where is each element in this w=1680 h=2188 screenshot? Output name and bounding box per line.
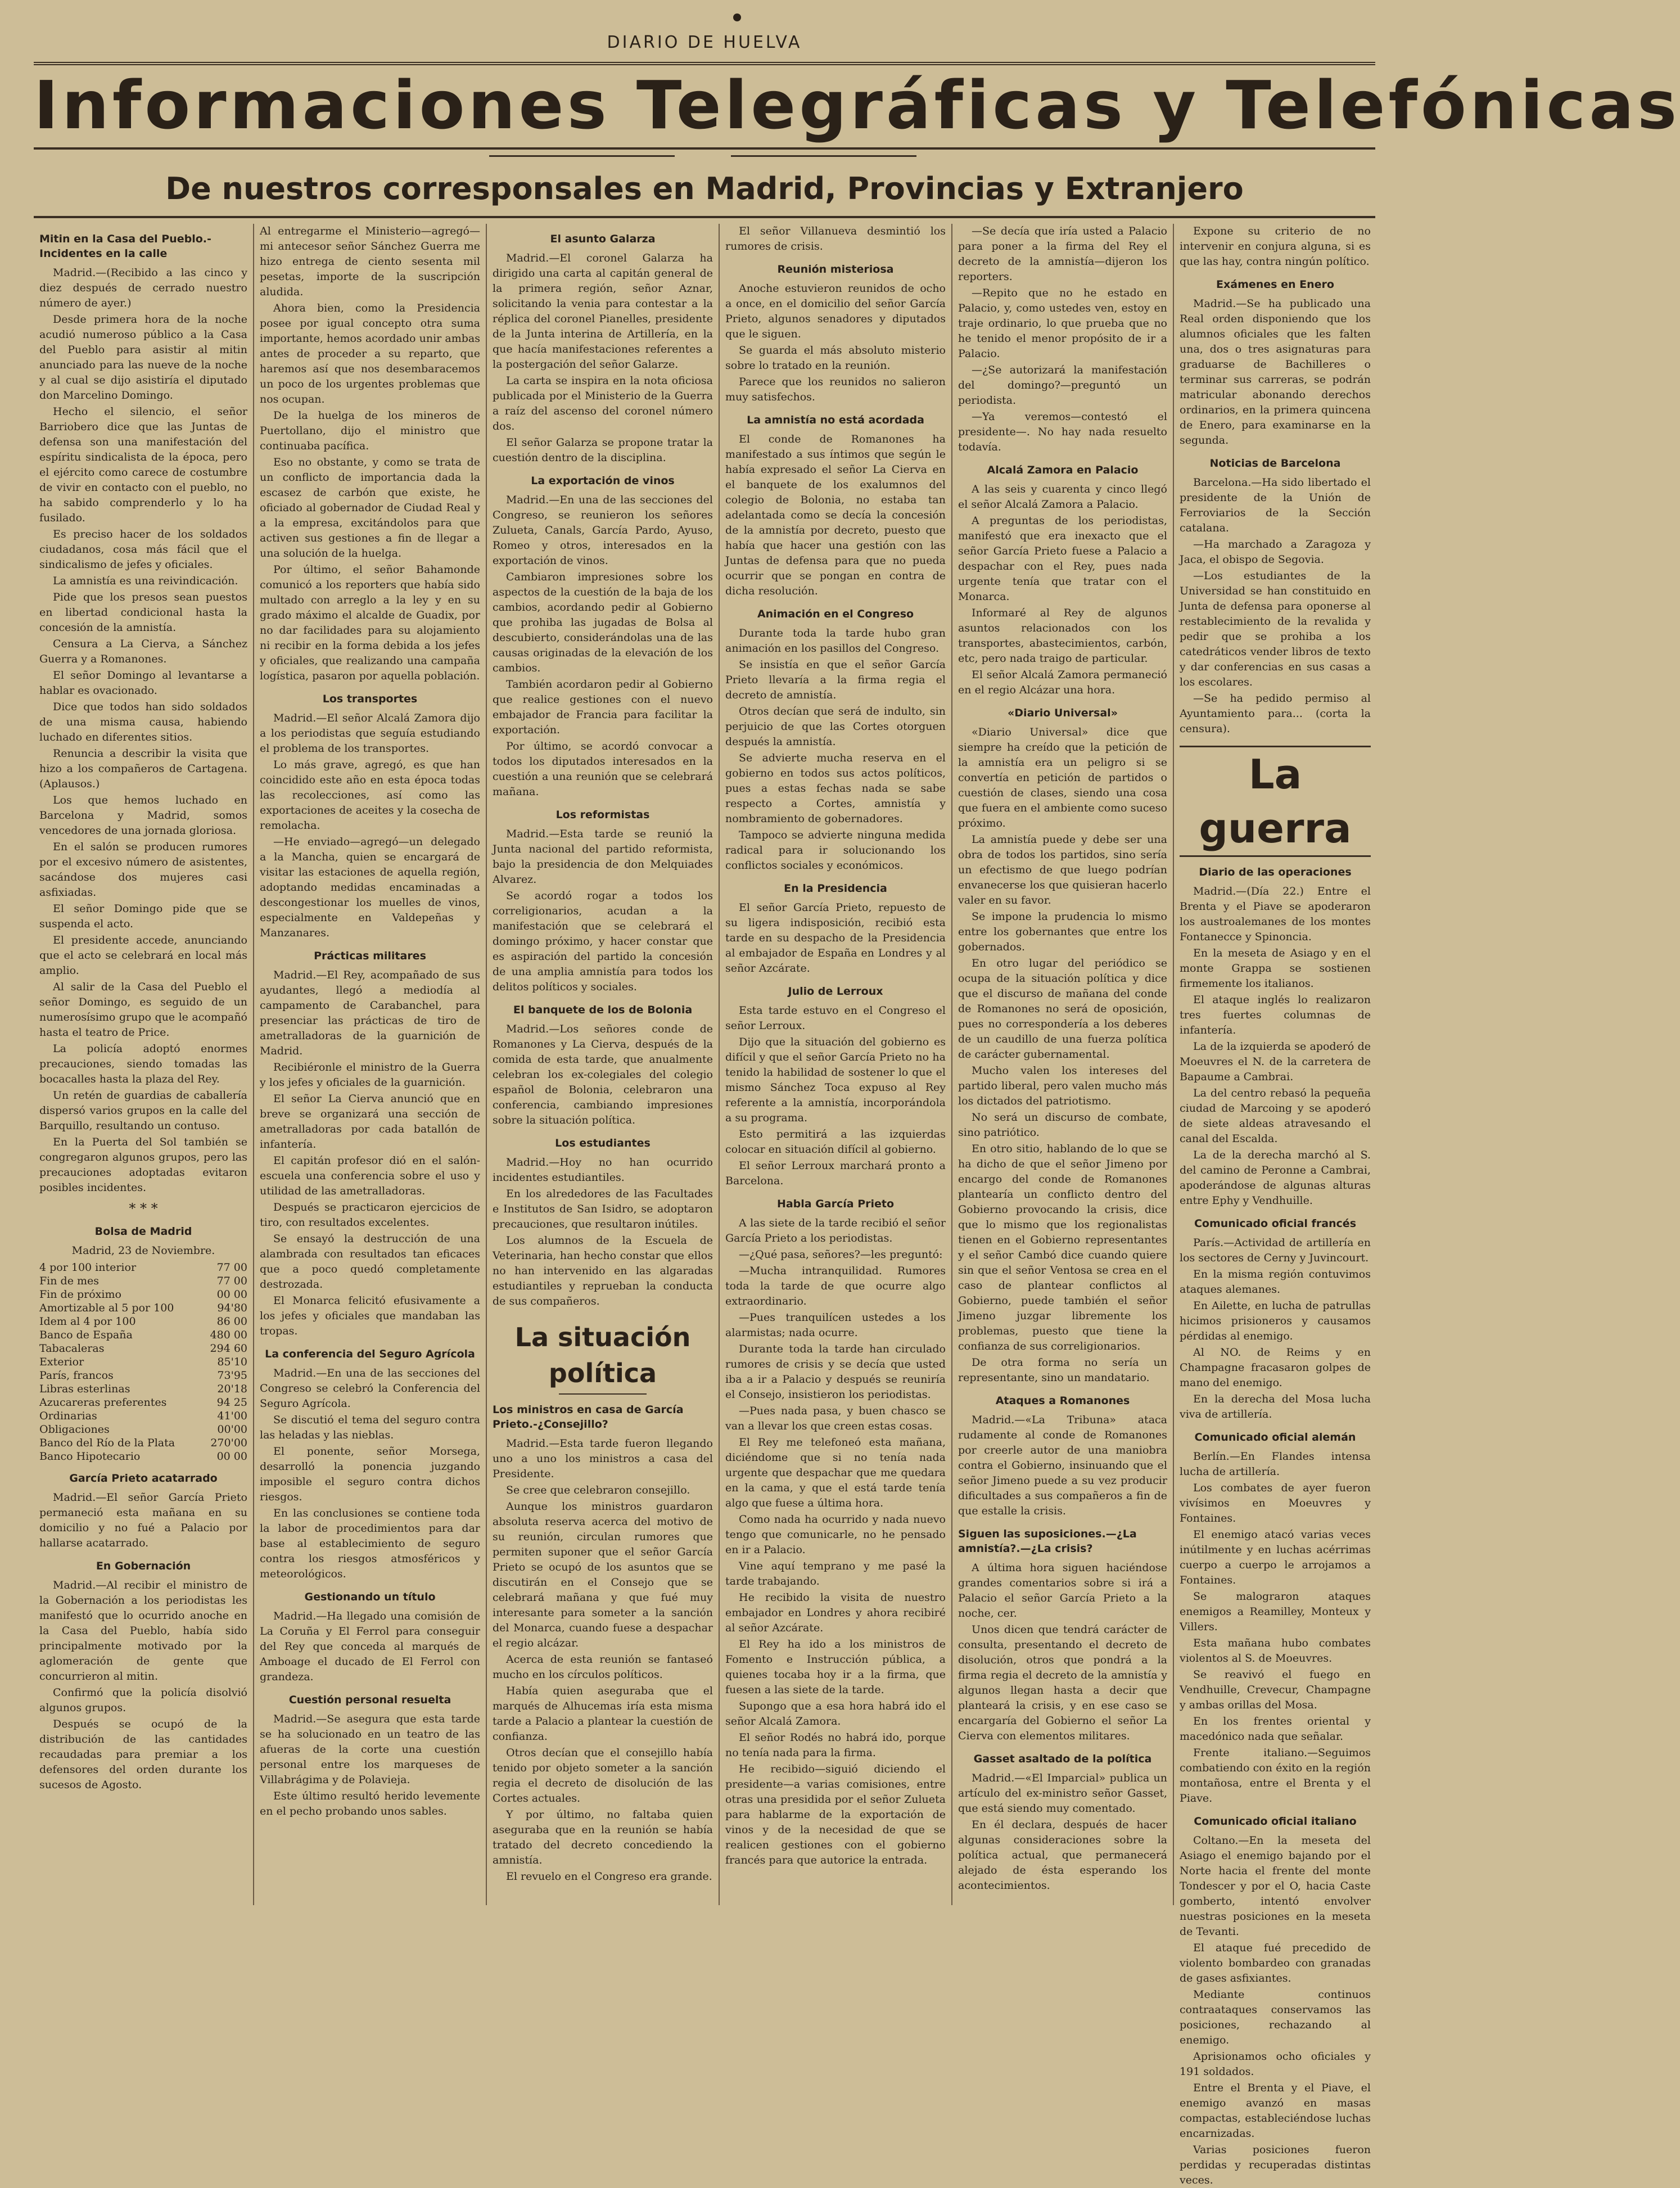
ornament-bar-left — [489, 155, 675, 157]
paragraph: En la Puerta del Sol también se congregaron algunos grupos, pero las precauciones adoptadas evitaron posibles incidentes. — [39, 1136, 247, 1194]
bolsa-label: Obligaciones — [39, 1423, 110, 1436]
paragraph: Eso no obstante, y como se trata de un conflicto de importancia dada la escasez de carbón que existe, he oficiado al gobernador de Ciudad Real y a la empresa, excitándolos para que activen sus gestiones a fin de llegar a una solución de la huelga. — [260, 456, 480, 560]
paragraph: Esta mañana hubo combates violentos al S. de Moeuvres. — [1180, 1637, 1371, 1664]
bolsa-label: Banco de España — [39, 1329, 133, 1341]
bolsa-row — [39, 1382, 247, 1396]
article-title: Comunicado oficial alemán — [1194, 1431, 1356, 1443]
bolsa-label: Exterior — [39, 1356, 84, 1368]
article-title: En Gobernación — [96, 1560, 191, 1572]
bolsa-label: Fin de próximo — [39, 1288, 121, 1301]
paragraph: El ataque fué precedido de violento bombardeo con granadas de gases asfixiantes. — [1180, 1942, 1371, 1984]
bolsa-label: Idem al 4 por 100 — [39, 1315, 136, 1328]
paragraph: Pide que los presos sean puestos en libertad condicional hasta la concesión de la amnistía. — [39, 591, 247, 634]
paragraph: —Pues nada pasa, y buen chasco se van a llevar los que creen estas cosas. — [725, 1405, 946, 1432]
paragraph: El revuelo en el Congreso era grande. — [506, 1870, 712, 1883]
bolsa-row — [39, 1274, 247, 1288]
bolsa-row — [39, 1328, 247, 1342]
article-title: Exámenes en Enero — [1216, 278, 1334, 291]
paragraph: Mucho valen los intereses del partido liberal, pero valen mucho más los dictados del patriotismo. — [958, 1064, 1167, 1107]
paragraph: Al NO. de Reims y en Champagne fracasaron golpes de mano del enemigo. — [1180, 1346, 1371, 1389]
article-title: Los reformistas — [556, 809, 650, 821]
paragraph: Durante toda la tarde han circulado rumores de crisis y se decía que usted iba a ir a Palacio y después se reuniría el Consejo, insistieron los periodistas. — [725, 1343, 946, 1401]
paragraph: No será un discurso de combate, sino patriótico. — [958, 1111, 1167, 1139]
paragraph: —¿Qué pasa, señores?—les preguntó: — [739, 1248, 943, 1261]
paragraph: Se guarda el más absoluto misterio sobre lo tratado en la reunión. — [725, 344, 946, 372]
paragraph: —Mucha intranquilidad. Rumores toda la tarde de que ocurre algo extraordinario. — [725, 1265, 946, 1307]
article-title: Los estudiantes — [555, 1137, 651, 1149]
article-title: Ataques a Romanones — [995, 1395, 1130, 1407]
paragraph: Madrid.—Hoy no han ocurrido incidentes estudiantiles. — [493, 1156, 713, 1184]
bolsa-row — [39, 1436, 247, 1450]
article-title: Los transportes — [322, 693, 418, 705]
paragraph: El Rey me telefoneó esta mañana, diciéndome que si no tenía nada urgente que despachar que me quedara en la cama, y que el está tarde tenía algo que fuese a última hora. — [725, 1436, 946, 1509]
article-title: Comunicado oficial italiano — [1194, 1815, 1357, 1828]
article-title: Los ministros en casa de García Prieto.-¿Consejillo? — [493, 1404, 684, 1431]
paragraph: Madrid.—El señor García Prieto permaneció esta mañana en su domicilio y no fué a Palacio por hallarse acatarrado. — [39, 1491, 247, 1549]
paragraph: Dijo que la situación del gobierno es difícil y que el señor García Prieto no ha tenido la habilidad de sostener lo que el mismo Sánchez Toca expuso al Rey referente a la amnistía, incorporándola a su programa. — [725, 1036, 946, 1124]
paragraph: Al salir de la Casa del Pueblo el señor Domingo, es seguido de un numerosísimo grupo que le acompañó hasta el teatro de Price. — [39, 981, 247, 1039]
paragraph: El Rey ha ido a los ministros de Fomento e Instrucción pública, a quienes tocaba hoy ir a la firma, que fuesen a las siete de la tarde. — [725, 1638, 946, 1696]
paragraph: En él declara, después de hacer algunas consideraciones sobre la política actual, que permanecerá alejado de ésta esperando los acontecimientos. — [958, 1819, 1167, 1892]
bolsa-label: París, francos — [39, 1369, 114, 1382]
paragraph: Por último, el señor Bahamonde comunicó a los reporters que había sido multado con arreglo a la ley y en su grado máximo el alcalde de Guadix, por no dar facilidades para su alojamiento ni recibir en la forma debida a los jefes y oficiales, que realizando una campaña logística, pasaron por aquella población. — [260, 563, 480, 682]
section-headline: La situación política — [514, 1322, 691, 1388]
bolsa-row — [39, 1369, 247, 1382]
bolsa-value: 20'18 — [217, 1383, 247, 1395]
paragraph: Durante toda la tarde hubo gran animación en los pasillos del Congreso. — [725, 627, 946, 655]
paragraph: Madrid.—Al recibir el ministro de la Gobernación a los periodistas les manifestó que lo ocurrido anoche en la Casa del Pueblo, había sido principalmente motivado por la aglomeración de gente que concurrieron al mitin. — [39, 1579, 247, 1682]
main-headline: Informaciones Telegráficas y Telefónicas — [34, 63, 1375, 150]
paragraph: El enemigo atacó varias veces inútilmente y en luchas acérrimas cuerpo a cuerpo le arrojamos a Fontaines. — [1180, 1528, 1371, 1586]
paragraph: Este último resultó herido levemente en el pecho probando unos sables. — [260, 1790, 480, 1817]
article-title: Julio de Lerroux — [788, 985, 883, 998]
paragraph: Expone su criterio de no intervenir en conjura alguna, si es que las hay, contra ningún político. — [1180, 225, 1371, 268]
article-title: En la Presidencia — [784, 882, 887, 895]
paragraph: —Ha marchado a Zaragoza y Jaca, el obispo de Segovia. — [1180, 538, 1371, 566]
article-title: Cuestión personal resuelta — [288, 1694, 451, 1706]
paragraph: En la misma región contuvimos ataques alemanes. — [1180, 1268, 1371, 1296]
paragraph: Mediante continuos contraataques conservamos las posiciones, rechazando al enemigo. — [1180, 1988, 1371, 2046]
bolsa-value: 41'00 — [217, 1410, 247, 1422]
paragraph: El señor Domingo al levantarse a hablar es ovacionado. — [39, 669, 247, 697]
newspaper-name: DIARIO DE HUELVA — [607, 33, 802, 52]
paragraph: Madrid.—(Recibido a las cinco y diez después de cerrado nuestro número de ayer.) — [39, 267, 247, 309]
paragraph: He recibido—siguió diciendo el presidente—a varias comisiones, entre otras una presidida por el señor Zulueta para hablarme de la exportación de vinos y de la necesidad de que se realicen gestiones con el gobierno francés para que autorice la entrada. — [725, 1763, 946, 1866]
bolsa-row — [39, 1301, 247, 1315]
paragraph: En Ailette, en lucha de patrullas hicimos prisioneros y causamos pérdidas al enemigo. — [1180, 1300, 1371, 1342]
paragraph: —Repito que no he estado en Palacio, y, como ustedes ven, estoy en traje ordinario, lo que prueba que no he tenido el menor propósito de ir a Palacio. — [958, 287, 1167, 360]
article-title: El asunto Galarza — [550, 233, 656, 245]
paragraph: He recibido la visita de nuestro embajador en Londres y ahora recibiré al señor Azcárate. — [725, 1591, 946, 1634]
paragraph: Madrid.—«El Imparcial» publica un artículo del ex-ministro señor Gasset, que está siendo muy comentado. — [958, 1772, 1167, 1815]
paragraph: Renuncia a describir la visita que hizo a los compañeros de Cartagena. (Aplausos.) — [39, 747, 247, 790]
article-title: Mitin en la Casa del Pueblo.-Incidentes en la calle — [39, 233, 211, 260]
article-title: La amnistía no está acordada — [747, 414, 924, 426]
paragraph: Se advierte mucha reserva en el gobierno en todos sus actos políticos, pues a estas fechas nada se sabe respecto a Cortes, amnistía y nombramiento de gobernadores. — [725, 752, 946, 825]
paragraph: De otra forma no sería un representante, sino un mandatario. — [958, 1356, 1167, 1384]
paragraph: Los alumnos de la Escuela de Veterinaria, han hecho constar que ellos no han intervenido en las algaradas estudiantiles y reprueban la conducta de sus compañeros. — [493, 1234, 713, 1307]
paragraph: Madrid.—Esta tarde se reunió la Junta nacional del partido reformista, bajo la presidencia de don Melquiades Alvarez. — [493, 828, 713, 886]
paragraph: En otro sitio, hablando de lo que se ha dicho de que el señor Jimeno por encargo del conde de Romanones plantearía un conflicto dentro del Gobierno provocando la crisis, dice que lo mismo que los regionalistas tienen en el Gobierno representantes y el señor Cambó dice cuando quiere sin que el señor Ventosa se crea en el caso de plantear conflictos al Gobierno, puede también el señor Jimeno juzgar libremente los problemas, puesto que tiene la confianza de sus correligionarios. — [958, 1143, 1167, 1352]
bolsa-value: 480 00 — [210, 1329, 247, 1341]
ornament-bar-right — [731, 155, 916, 157]
section-divider: * * * — [129, 1201, 158, 1216]
paragraph: El ponente, señor Morsega, desarrolló la ponencia juzgando imposible el seguro contra dichos riesgos. — [260, 1445, 480, 1503]
bolsa-row — [39, 1342, 247, 1355]
bolsa-value: 86 00 — [216, 1315, 247, 1328]
paragraph: Madrid.—Se asegura que esta tarde se ha solucionado en un teatro de las afueras de la corte una cuestión personal entre los marqueses de Villabrágima y de Polavieja. — [260, 1713, 480, 1786]
paragraph: Parece que los reunidos no salieron muy satisfechos. — [725, 376, 946, 403]
article-title: Noticias de Barcelona — [1209, 457, 1341, 470]
paragraph: Madrid.—Esta tarde fueron llegando uno a uno los ministros a casa del Presidente. — [493, 1437, 713, 1480]
paragraph: La del centro rebasó la pequeña ciudad de Marcoing y se apoderó de siete aldeas atravesando el canal del Escalda. — [1180, 1087, 1371, 1145]
paragraph: Vine aquí temprano y me pasé la tarde trabajando. — [725, 1560, 946, 1587]
paragraph: Por último, se acordó convocar a todos los diputados interesados en la cuestión a una reunión que se celebrará mañana. — [493, 740, 713, 798]
paragraph: Confirmó que la policía disolvió algunos grupos. — [39, 1686, 247, 1714]
section-rule — [559, 1393, 647, 1395]
paragraph: El Monarca felicitó efusivamente a los jefes y oficiales que mandaban las tropas. — [260, 1294, 480, 1337]
bolsa-date: Madrid, 23 de Noviembre. — [71, 1244, 215, 1257]
header-rule — [34, 216, 1375, 218]
paragraph: Los que hemos luchado en Barcelona y Madrid, somos vencedores de una jornada gloriosa. — [39, 794, 247, 837]
bolsa-row — [39, 1450, 247, 1463]
bolsa-value: 94 25 — [216, 1396, 247, 1409]
paragraph: La de la derecha marchó al S. del camino de Peronne a Cambrai, apoderándose de algunas alturas entre Ephy y Vendhuille. — [1180, 1149, 1371, 1207]
paragraph: El señor Domingo pide que se suspenda el acto. — [39, 903, 247, 930]
paragraph: —Se decía que iría usted a Palacio para poner a la firma del Rey el decreto de la amnistía—dijeron los reporters. — [958, 225, 1167, 283]
bolsa-row — [39, 1288, 247, 1301]
paragraph: De la huelga de los mineros de Puertollano, dijo el ministro que continuaba pacífica. — [260, 409, 480, 452]
paragraph: Y por último, no faltaba quien aseguraba que en la reunión se había tratado del decreto concediendo la amnistía. — [493, 1808, 713, 1866]
paragraph: A las seis y cuarenta y cinco llegó el señor Alcalá Zamora a Palacio. — [958, 483, 1167, 511]
bolsa-table — [39, 1261, 247, 1463]
bolsa-title: Bolsa de Madrid — [94, 1225, 192, 1238]
bolsa-value: 270'00 — [210, 1437, 247, 1449]
paragraph: —Ya veremos—contestó el presidente—. No hay nada resuelto todavía. — [958, 410, 1167, 453]
paragraph: Recibiéronle el ministro de la Guerra y los jefes y oficiales de la guarnición. — [260, 1061, 480, 1089]
bolsa-row — [39, 1423, 247, 1436]
paragraph: El ataque inglés lo realizaron tres fuertes columnas de infantería. — [1180, 994, 1371, 1036]
bolsa-row — [39, 1355, 247, 1369]
article-title: Gasset asaltado de la política — [973, 1753, 1152, 1765]
column-rule — [951, 224, 952, 1905]
paragraph: Acerca de esta reunión se fantaseó mucho en los círculos políticos. — [493, 1653, 713, 1681]
paragraph: El señor La Cierva anunció que en breve se organizará una sección de ametralladoras por cada batallón de infantería. — [260, 1093, 480, 1151]
paragraph: A las siete de la tarde recibió el señor García Prieto a los periodistas. — [725, 1217, 946, 1244]
article-title: Comunicado oficial francés — [1194, 1217, 1356, 1230]
article-title: Animación en el Congreso — [757, 608, 914, 620]
paragraph: Ahora bien, como la Presidencia posee por igual concepto otra suma importante, hemos acordado unir ambas antes de proceder a su reparto, que haremos así que nos desembaracemos un poco de los urgentes problemas que nos ocupan. — [260, 302, 480, 405]
bolsa-label: Ordinarias — [39, 1410, 97, 1422]
paragraph: Lo más grave, agregó, es que han coincidido este año en esta época todas las recolecciones, así como las exportaciones de aceites y la cosecha de remolacha. — [260, 759, 480, 832]
paragraph: Un retén de guardias de caballería dispersó varios grupos en la calle del Barquillo, resultando un contuso. — [39, 1089, 247, 1132]
paragraph: Madrid.—El coronel Galarza ha dirigido una carta al capitán general de la primera región, señor Aznar, solicitando la venia para contestar a la réplica del coronel Pianelles, presidente de la Junta interina de Artillería, en la que hacía manifestaciones referentes a la postergación del señor Galarze. — [493, 252, 713, 371]
war-section-headline: La guerra — [1180, 746, 1371, 857]
paragraph: Había quien aseguraba que el marqués de Alhucemas iría esta misma tarde a Palacio a plantear la cuestión de confianza. — [493, 1685, 713, 1743]
bolsa-label: Libras esterlinas — [39, 1383, 130, 1395]
paragraph: Coltano.—En la meseta del Asiago el enemigo bajando por el Norte hacia el frente del monte Tondescer y por el O, hacia Caste gomberto, intentó envolver nuestras posiciones en la meseta de Tevanti. — [1180, 1834, 1371, 1938]
paragraph: El señor Alcalá Zamora permaneció en el regio Alcázar una hora. — [958, 669, 1167, 696]
paragraph: Se insistía en que el señor García Prieto llevaría a la firma regia el decreto de amnistía. — [725, 658, 946, 701]
article-title: El banquete de los de Bolonia — [513, 1004, 693, 1016]
paragraph: Aprisionamos ocho oficiales y 191 soldados. — [1180, 2050, 1371, 2078]
paragraph: Madrid.—Ha llegado una comisión de La Coruña y El Ferrol para conseguir del Rey que conceda al marqués de Amboage el ducado de El Ferrol con grandeza. — [260, 1610, 480, 1683]
paragraph: En los alrededores de las Facultades e Institutos de San Isidro, se adoptaron precauciones, que resultaron inútiles. — [493, 1188, 713, 1230]
bolsa-label: Banco Hipotecario — [39, 1450, 141, 1463]
masthead — [34, 11, 1375, 65]
paragraph: Al entregarme el Ministerio—agregó—mi antecesor señor Sánchez Guerra me hizo entrega de ciento sesenta mil pesetas, importe de la suscripción aludida. — [260, 225, 480, 298]
bolsa-label: Azucareras preferentes — [39, 1396, 167, 1409]
paragraph: Se cree que celebraron consejillo. — [506, 1484, 690, 1496]
paragraph: Barcelona.—Ha sido libertado el presidente de la Unión de Ferroviarios de la Sección catalana. — [1180, 476, 1371, 534]
headline-ornament — [489, 153, 916, 159]
bolsa-row — [39, 1396, 247, 1409]
paragraph: Es preciso hacer de los soldados ciudadanos, cosa más fácil que el sindicalismo de jefes y oficiales. — [39, 528, 247, 571]
paragraph: En el salón se producen rumores por el excesivo número de asistentes, sacándose dos mujeres casi asfixiadas. — [39, 841, 247, 899]
paragraph: —¿Se autorizará la manifestación del domingo?—preguntó un periodista. — [958, 364, 1167, 407]
paragraph: París.—Actividad de artillería en los sectores de Cerny y Juvincourt. — [1180, 1237, 1371, 1264]
paragraph: Después se practicaron ejercicios de tiro, con resultados excelentes. — [260, 1201, 480, 1229]
subheadline: De nuestros corresponsales en Madrid, Provincias y Extranjero — [165, 171, 1244, 206]
paragraph: También acordaron pedir al Gobierno que realice gestiones con el nuevo embajador de Francia para facilitar la exportación. — [493, 678, 713, 736]
paragraph: Madrid.—Se ha publicado una Real orden disponiendo que los alumnos oficiales que les falten una, dos o tres asignaturas para graduarse de Bachilleres o terminar sus carreras, se podrán matricular abonando derechos ordinarios, en la primera quincena de Enero, para examinarse en la segunda. — [1180, 297, 1371, 446]
paragraph: Esta tarde estuvo en el Congreso el señor Lerroux. — [725, 1004, 946, 1032]
bolsa-label: Amortizable al 5 por 100 — [39, 1302, 174, 1314]
paragraph: Madrid.—En una de las secciones del Congreso se celebró la Conferencia del Seguro Agrícola. — [260, 1367, 480, 1410]
paragraph: El señor Galarza se propone tratar la cuestión dentro de la disciplina. — [493, 436, 713, 464]
article-title: Habla García Prieto — [776, 1198, 895, 1210]
article-title: Gestionando un título — [304, 1591, 436, 1603]
column-4 — [725, 224, 946, 1905]
paragraph: En la derecha del Mosa lucha viva de artillería. — [1180, 1393, 1371, 1420]
paragraph: Otros decían que el consejillo había tenido por objeto someter a la sanción regia el decreto de disolución de las Cortes actuales. — [493, 1747, 713, 1804]
article-title: García Prieto acatarrado — [69, 1472, 218, 1485]
paragraph: Otros decían que será de indulto, sin perjuicio de que las Cortes otorguen después la amnistía. — [725, 705, 946, 748]
paragraph: El conde de Romanones ha manifestado a sus íntimos que según le había expresado el señor La Cierva en el banquete de los exalumnos del colegio de Bolonia, no estaba tan adelantada como se decía la concesión de la amnistía por decreto, puesto que había que hacer una gestión con las Juntas de defensa para que no pueda ocurrir que se pongan en contra de dicha resolución. — [725, 433, 946, 597]
paragraph: El capitán profesor dió en el salón-escuela una conferencia sobre el uso y utilidad de las ametralladoras. — [260, 1154, 480, 1197]
paragraph: —Se ha pedido permiso al Ayuntamiento para... (corta la censura). — [1180, 692, 1371, 735]
bolsa-value: 77 00 — [216, 1261, 247, 1274]
paragraph: Anoche estuvieron reunidos de ocho a once, en el domicilio del señor García Prieto, algunos senadores y diputados que le siguen. — [725, 282, 946, 340]
article-title: Reunión misteriosa — [777, 263, 894, 276]
paragraph: A preguntas de los periodistas, manifestó que era inexacto que el señor García Prieto fuese a Palacio a despachar con el Rey, pues nada urgente tenía que tratar con el Monarca. — [958, 515, 1167, 603]
masthead-ornament — [733, 13, 741, 21]
paragraph: —He enviado—agregó—un delegado a la Mancha, quien se encargará de visitar las estaciones de aquella región, adoptando medidas encaminadas a descongestionar los muelles de vinos, especialmente en Valdepeñas y Manzanares. — [260, 836, 480, 939]
bolsa-row — [39, 1261, 247, 1274]
article-title: «Diario Universal» — [1008, 707, 1118, 719]
paragraph: Supongo que a esa hora habrá ido el señor Alcalá Zamora. — [725, 1700, 946, 1727]
paragraph: Se impone la prudencia lo mismo entre los gobernantes que entre los gobernados. — [958, 910, 1167, 953]
paragraph: Los combates de ayer fueron vivísimos en Moeuvres y Fontaines. — [1180, 1482, 1371, 1524]
paragraph: Esto permitirá a las izquierdas colocar en situación difícil al gobierno. — [725, 1128, 946, 1156]
paragraph: La de la izquierda se apoderó de Moeuvres el N. de la carretera de Bapaume a Cambrai. — [1180, 1040, 1371, 1083]
article-title: Diario de las operaciones — [1199, 866, 1352, 878]
paragraph: En las conclusiones se contiene toda la labor de procedimientos para dar base al establecimiento de seguro contra los riesgos atmosféricos y meteorológicos. — [260, 1507, 480, 1580]
column-rule — [253, 224, 254, 1905]
paragraph: Hecho el silencio, el señor Barriobero dice que las Juntas de defensa son una manifestación del espíritu sindicalista de la época, pero el ejército como carece de costumbre de vivir en contacto con el pueblo, no ha sabido comprenderlo y lo ha fusilado. — [39, 405, 247, 524]
paragraph: Madrid.—Los señores conde de Romanones y La Cierva, después de la comida de esta tarde, que anualmente celebran los ex-colegiales del colegio español de Bolonia, celebraron una conferencia, cambiando impresiones sobre la situación política. — [493, 1023, 713, 1126]
bolsa-row — [39, 1315, 247, 1328]
paragraph: Varias posiciones fueron perdidas y recuperadas distintas veces. — [1180, 2144, 1371, 2186]
bolsa-value: 00'00 — [217, 1423, 247, 1436]
paragraph: La carta se inspira en la nota oficiosa publicada por el Ministerio de la Guerra a raíz del ascenso del coronel número dos. — [493, 375, 713, 432]
bolsa-row — [39, 1409, 247, 1423]
paragraph: Se discutió el tema del seguro contra las heladas y las nieblas. — [260, 1414, 480, 1441]
paragraph: Berlín.—En Flandes intensa lucha de artillería. — [1180, 1450, 1371, 1478]
paragraph: Madrid.—(Día 22.) Entre el Brenta y el Piave se apoderaron los austroalemanes de los montes Fontanecce y Spinoncia. — [1180, 885, 1371, 943]
bolsa-value: 00 00 — [216, 1450, 247, 1463]
paragraph: En otro lugar del periódico se ocupa de la situación política y dice que el discurso de mañana del conde de Romanones no será de oposición, pues no correspondería a los deberes de un caudillo de una fuerza política de carácter gubernamental. — [958, 957, 1167, 1061]
paragraph: Dice que todos han sido soldados de una misma causa, habiendo luchado en diferentes sitios. — [39, 701, 247, 743]
article-title: Prácticas militares — [314, 950, 426, 962]
paragraph: La amnistía es una reivindicación. — [53, 575, 238, 587]
column-2 — [260, 224, 480, 1905]
paragraph: Frente italiano.—Seguimos combatiendo con éxito en la región montañosa, entre el Brenta y el Piave. — [1180, 1747, 1371, 1804]
paragraph: La amnistía puede y debe ser una obra de todos los partidos, sino sería un efectismo de que luego podrían envanecerse los que quisieran hacerlo valer en su favor. — [958, 833, 1167, 906]
paragraph: A última hora siguen haciéndose grandes comentarios sobre si irá a Palacio el señor García Prieto a la noche, cer. — [958, 1562, 1167, 1619]
bolsa-value: 94'80 — [217, 1302, 247, 1314]
paragraph: Madrid.—El Rey, acompañado de sus ayudantes, llegó a mediodía al campamento de Carabanchel, para presenciar las prácticas de tiro de ametralladoras de la guarnición de Madrid. — [260, 969, 480, 1057]
paragraph: Entre el Brenta y el Piave, el enemigo avanzó en masas compactas, estableciéndose luchas encarnizadas. — [1180, 2082, 1371, 2140]
paragraph: Informaré al Rey de algunos asuntos relacionados con los transportes, abastecimientos, carbón, etc, pero nada traigo de particular. — [958, 607, 1167, 665]
paragraph: El señor Lerroux marchará pronto a Barcelona. — [725, 1160, 946, 1187]
column-1 — [39, 224, 247, 1905]
paragraph: Tampoco se advierte ninguna medida radical para ir solucionando los conflictos sociales y económicos. — [725, 829, 946, 872]
paragraph: El señor Villanueva desmintió los rumores de crisis. — [725, 225, 946, 252]
paragraph: Unos dicen que tendrá carácter de consulta, presentando el decreto de disolución, otros que pondrá a la firma regia el decreto de la amnistía y algunos llegan hasta a decir que planteará la crisis, y en ese caso se encargaría del Gobierno el señor La Cierva con elementos militares. — [958, 1623, 1167, 1742]
paragraph: —Los estudiantes de la Universidad se han constituido en Junta de defensa para oponerse al restablecimiento de la revalida y pedir que se prohiba a los catedráticos vender libros de texto y dar conferencias en sus casas a los escolares. — [1180, 570, 1371, 688]
column-rule — [1173, 224, 1174, 1905]
paragraph: Se acordó rogar a todos los correligionarios, acudan a la manifestación que se celebrará el domingo próximo, y hacer constar que es aspiración del partido la concesión de una amplia amnistía para todos los delitos políticos y sociales. — [493, 890, 713, 993]
paragraph: Censura a La Cierva, a Sánchez Guerra y a Romanones. — [39, 638, 247, 665]
article-title: La conferencia del Seguro Agrícola — [265, 1348, 475, 1360]
paragraph: —Pues tranquilícen ustedes a los alarmistas; nada ocurre. — [725, 1311, 946, 1339]
article-title: Alcalá Zamora en Palacio — [987, 464, 1139, 476]
paragraph: Se reavivó el fuego en Vendhuille, Crevecur, Champagne y ambas orillas del Mosa. — [1180, 1668, 1371, 1711]
paragraph: Como nada ha ocurrido y nada nuevo tengo que comunicarle, no he pensado en ir a Palacio. — [725, 1513, 946, 1556]
paragraph: Cambiaron impresiones sobre los aspectos de la cuestión de la baja de los cambios, acordando pedir al Gobierno que prohiba las jugadas de Bolsa al descubierto, considerándolas una de las causas originadas de la elevación de los cambios. — [493, 571, 713, 674]
paragraph: El presidente accede, anunciando que el acto se celebrará en local más amplio. — [39, 934, 247, 977]
bolsa-label: Fin de mes — [39, 1275, 99, 1287]
bolsa-label: Tabacaleras — [39, 1342, 105, 1355]
paragraph: En los frentes oriental y macedónico nada que señalar. — [1180, 1715, 1371, 1743]
paragraph: En la meseta de Asiago y en el monte Grappa se sostienen firmemente los italianos. — [1180, 947, 1371, 990]
bolsa-value: 73'95 — [217, 1369, 247, 1382]
bolsa-label: Banco del Río de la Plata — [39, 1437, 175, 1449]
bolsa-value: 77 00 — [216, 1275, 247, 1287]
bolsa-value: 00 00 — [216, 1288, 247, 1301]
paragraph: Desde primera hora de la noche acudió numeroso público a la Casa del Pueblo para asistir al mitin anunciado para las nueve de la noche y al cual se dijo asistiría el diputado don Marcelino Domingo. — [39, 313, 247, 401]
paragraph: Madrid.—«La Tribuna» ataca rudamente al conde de Romanones por creerle autor de una maniobra contra el Gobierno, insinuando que el señor Jimeno puede a su vez producir dificultades a sus compañeros a fin de que estalle la crisis. — [958, 1414, 1167, 1517]
bolsa-label: 4 por 100 interior — [39, 1261, 137, 1274]
column-rule — [486, 224, 487, 1905]
article-title: Siguen las suposiciones.—¿La amnistía?.—¿La crisis? — [958, 1528, 1137, 1555]
paragraph: Madrid.—El señor Alcalá Zamora dijo a los periodistas que seguía estudiando el problema de los transportes. — [260, 712, 480, 755]
column-rule — [719, 224, 720, 1905]
column-6 — [1180, 224, 1371, 2186]
column-3 — [493, 224, 713, 1905]
paragraph: «Diario Universal» dice que siempre ha creído que la petición de la amnistía era un peligro si se convertía en petición de partidos o cuestión de clases, siendo una cosa que fuera en el ambiente como suceso próximo. — [958, 726, 1167, 829]
paragraph: El señor Rodés no habrá ido, porque no tenía nada para la firma. — [725, 1731, 946, 1759]
paragraph: El señor García Prieto, repuesto de su ligera indisposición, recibió esta tarde en su despacho de la Presidencia al embajador de España en Londres y al señor Azcárate. — [725, 901, 946, 975]
paragraph: Aunque los ministros guardaron absoluta reserva acerca del motivo de su reunión, circulan rumores que permiten suponer que el señor García Prieto se ocupó de los asuntos que se discutirán en el Consejo que se celebrará mañana y que fué muy interesante para someter a la sanción del Monarca, cuando fuese a despachar el regio alcázar. — [493, 1500, 713, 1649]
bolsa-value: 294 60 — [210, 1342, 247, 1355]
paragraph: Madrid.—En una de las secciones del Congreso, se reunieron los señores Zulueta, Canals, García Pardo, Ayuso, Romeo y otros, interesados en la exportación de vinos. — [493, 494, 713, 567]
article-title: La exportación de vinos — [531, 475, 675, 487]
bolsa-value: 85'10 — [217, 1356, 247, 1368]
paragraph: La policía adoptó enormes precauciones, siendo tomadas las bocacalles hasta la plaza del Rey. — [39, 1043, 247, 1085]
column-5 — [958, 224, 1167, 1905]
paragraph: Después se ocupó de la distribución de las cantidades recaudadas para premiar a los defensores del orden durante los sucesos de Agosto. — [39, 1718, 247, 1791]
paragraph: Se malograron ataques enemigos a Reamilley, Monteux y Villers. — [1180, 1590, 1371, 1633]
paragraph: Se ensayó la destrucción de una alambrada con resultados tan eficaces que a poco quedó completamente destrozada. — [260, 1233, 480, 1291]
